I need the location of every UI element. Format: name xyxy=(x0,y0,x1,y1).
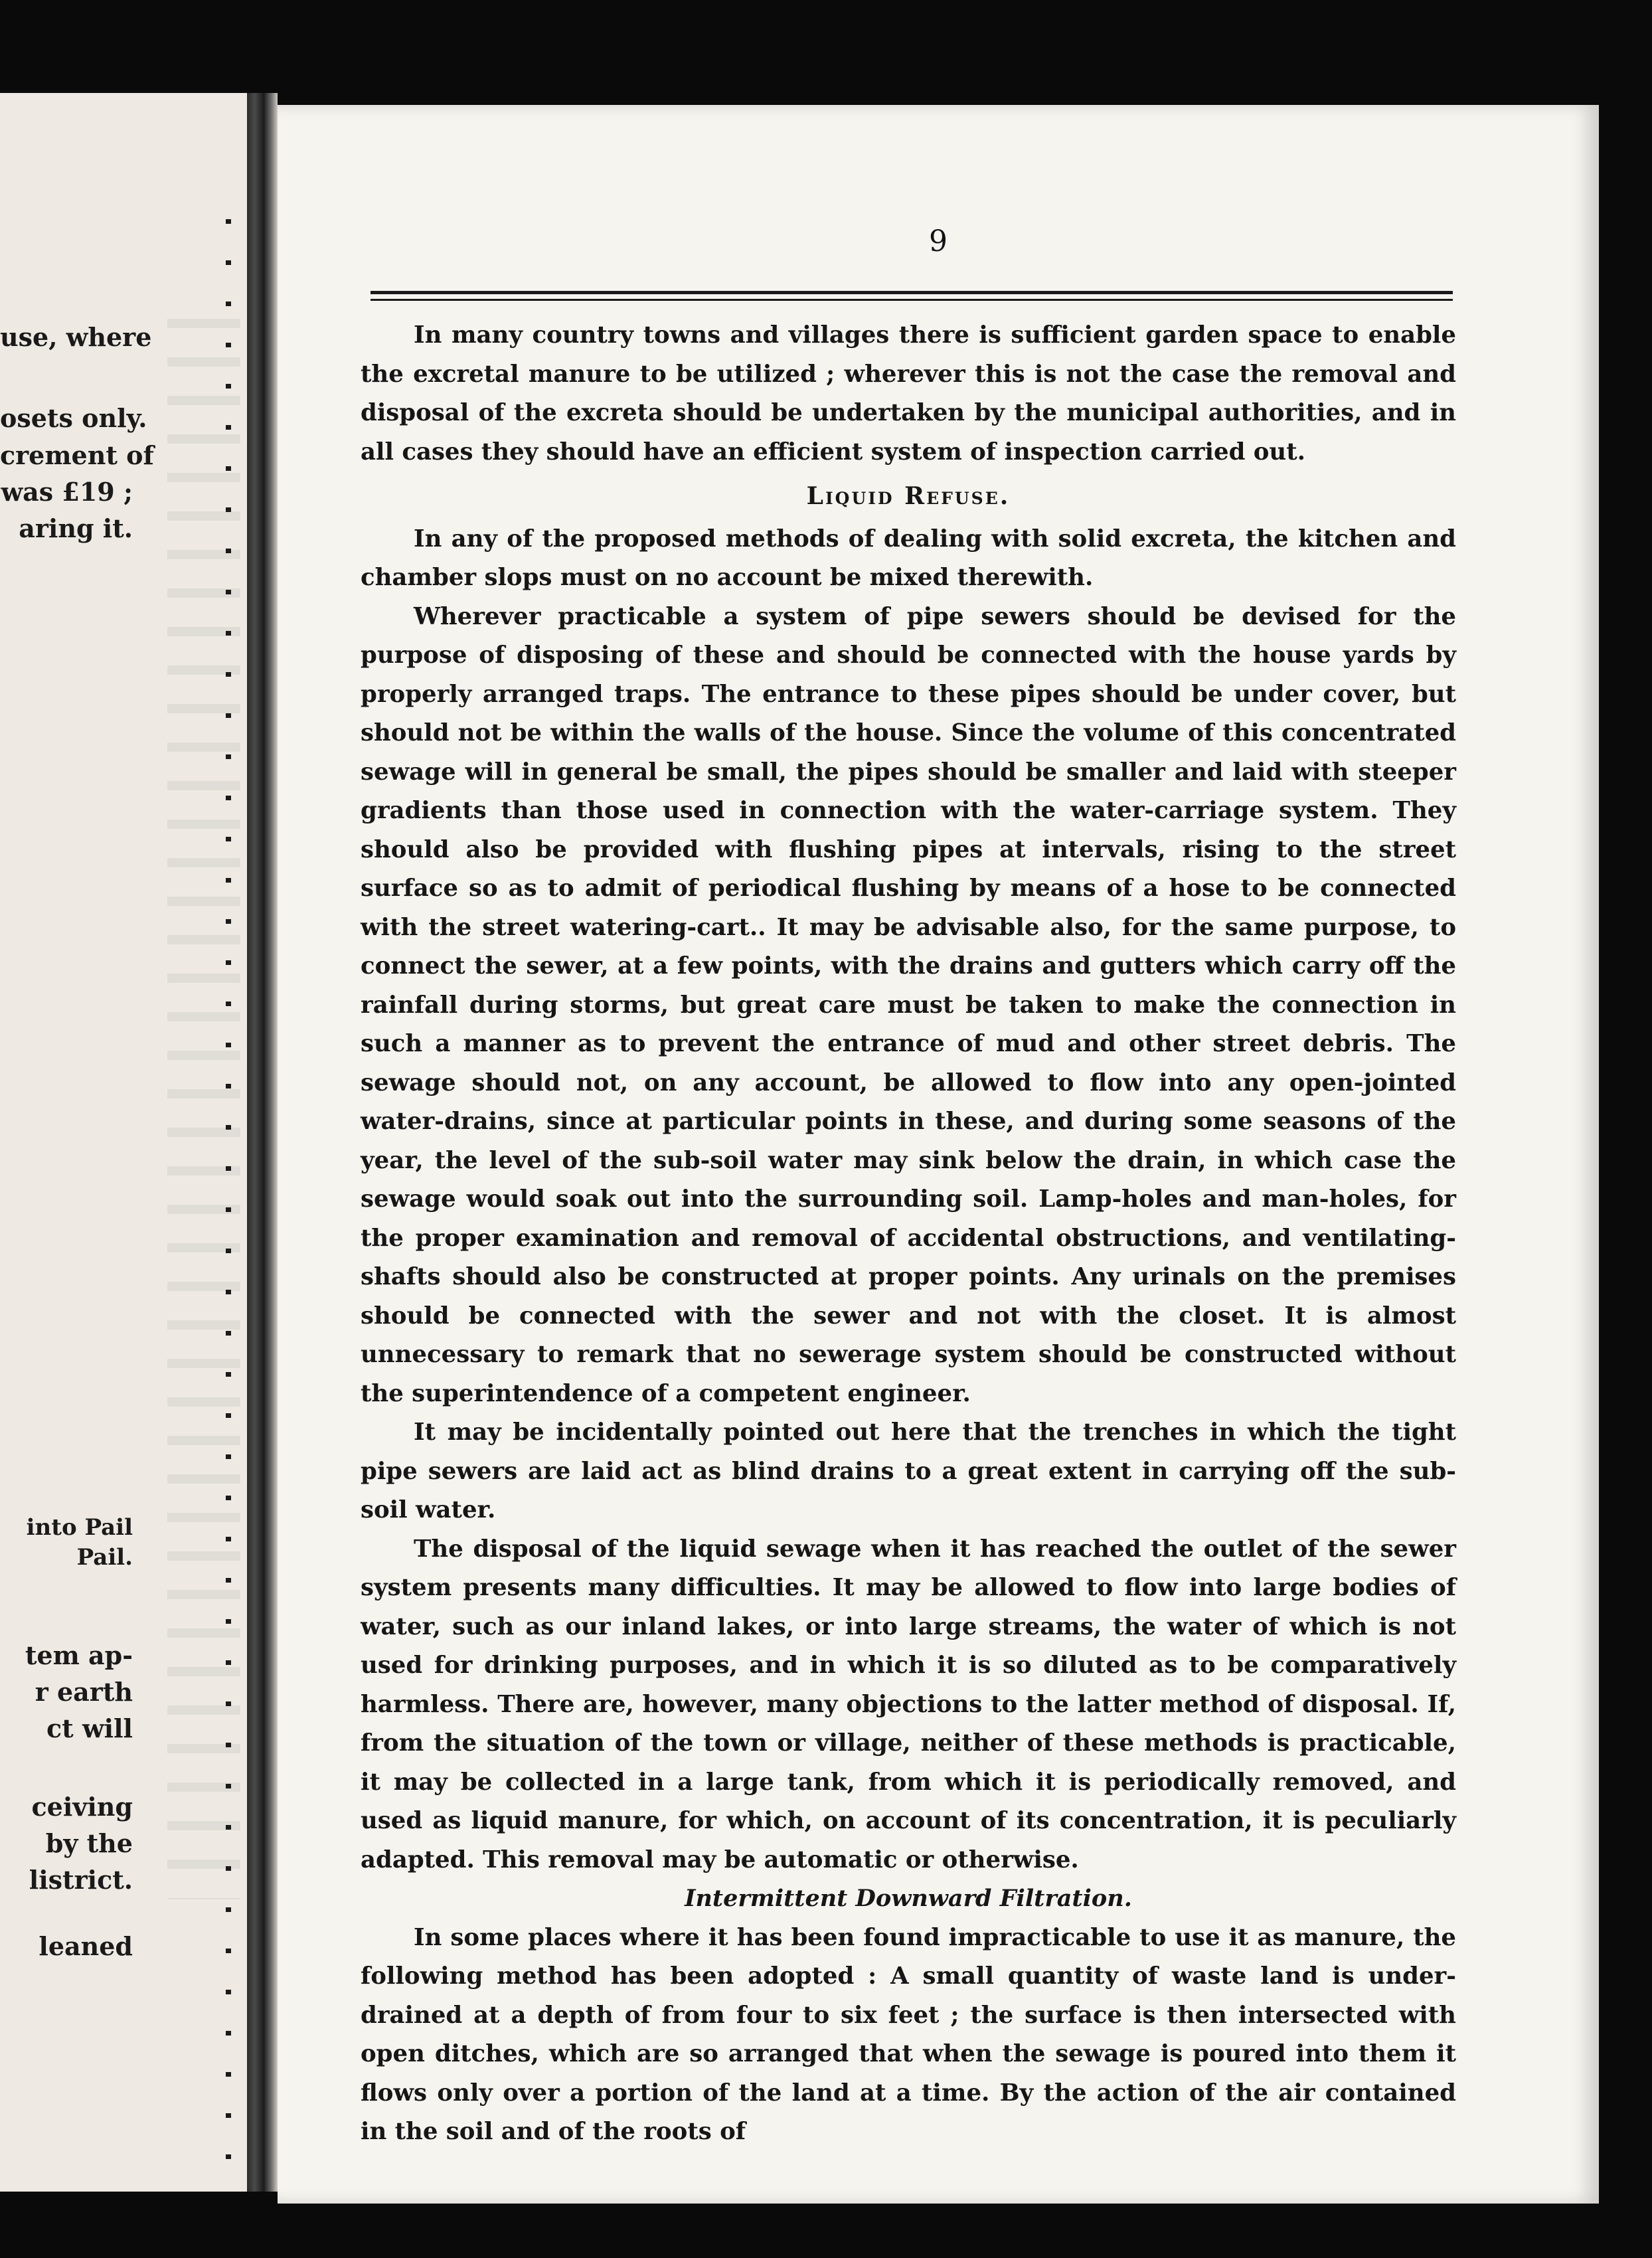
left-page-fragment: aring it. xyxy=(19,513,133,543)
left-page-fragment: by the xyxy=(45,1828,133,1858)
body-paragraph: In some places where it has been found impracticable to use it as manure, the following method has been adopted : A small quantity of waste land is under-drained at a depth of from four to six feet ; the surface is then intersected with open ditches, which are so arranged that when the sewage is poured into them it flows only over a portion of the land at a time. By the action of the air contained in the soil and of the roots of xyxy=(361,1923,1456,2145)
left-page-fragment: listrict. xyxy=(29,1865,133,1895)
page-body xyxy=(361,316,1456,2152)
body-paragraph: The disposal of the liquid sewage when it has reached the outlet of the sewer system presents many difficulties. It may be allowed to flow into large bodies of water, such as our inland lakes, or into large streams, the water of which is not used for drinking purposes, and in which it is so diluted as to be comparatively harmless. There are, however, many objections to the latter method of disposal. If, from the situation of the town or village, neither of these methods is practicable, it may be collected in a large tank, from which it is periodically removed, and used as liquid manure, for which, on account of its concentration, it is peculiarly adapted. This removal may be automatic or otherwise. xyxy=(361,1535,1456,1873)
section-heading-filtration: Intermittent Downward Filtration. xyxy=(685,1885,1132,1912)
left-page-fragment: ct will xyxy=(46,1713,133,1743)
left-page-fragment: use, where xyxy=(0,322,152,352)
intro-paragraph: In many country towns and villages there is sufficient garden space to enable the excretal manure to be utilized ; wherever this is not the case the removal and disposal of the excreta should be undertaken by the municipal authorities, and in all cases they should have an efficient system of inspection carried out. xyxy=(361,321,1456,466)
left-page-fragment: ceiving xyxy=(31,1792,133,1822)
body-paragraph: It may be incidentally pointed out here that the trenches in which the tight pipe sewers are laid act as blind drains to a great extent in carrying off the sub-soil water. xyxy=(361,1419,1456,1523)
left-page-fragment: osets only. xyxy=(0,403,147,433)
page-number: 9 xyxy=(929,224,948,258)
body-paragraph: Wherever practicable a system of pipe sewers should be devised for the purpose of disposing of these and should be connected with the house yards by properly arranged traps. The entrance to these pipes should be under cover, but should not be within the walls of the house. Since the volume of this concentrated sewage will in general be small, the pipes should be smaller and laid with steeper gradients than those used in connection with the water-carriage system. They should also be provided with flushing pipes at intervals, rising to the street surface so as to admit of periodical flushing by means of a hose to be connected with the street watering-cart.. It may be advisable also, for the same purpose, to connect the sewer, at a few points, with the drains and gutters which carry off the rainfall during storms, but great care must be taken to make the connection in such a manner as to prevent the entrance of mud and other street debris. The sewage should not, on any account, be allowed to flow into any open-jointed water-drains, since at particular points in these, and during some seasons of the year, the level of the sub-soil water may sink below the drain, in which case the sewage would soak out into the surrounding soil. Lamp-holes and man-holes, for the proper examination and removal of accidental obstructions, and ventilating-shafts should also be constructed at proper points. Any urinals on the premises should be connected with the sewer and not with the closet. It is almost unnecessary to remark that no sewerage system should be constructed without the superintendence of a competent engineer. xyxy=(361,602,1456,1407)
header-rule xyxy=(371,291,1453,294)
left-page-fragment: r earth xyxy=(35,1677,133,1707)
section-heading-liquid-refuse: Liquid Refuse. xyxy=(806,482,1011,510)
body-paragraph: In any of the proposed methods of dealing with solid excreta, the kitchen and chamber slops must on no account be mixed therewith. xyxy=(361,525,1456,591)
left-page-fragment: into Pail xyxy=(26,1514,133,1541)
book-gutter xyxy=(247,93,278,2192)
left-facing-page xyxy=(0,93,247,2192)
left-page-fragment: was £19 ; xyxy=(1,477,133,507)
header-rule xyxy=(371,299,1453,301)
binding-stitches-left xyxy=(226,219,231,2185)
left-page-fragment: Pail. xyxy=(76,1544,133,1571)
left-page-fragment: tem ap- xyxy=(25,1640,133,1670)
left-page-fragment: crement of xyxy=(0,440,154,470)
page-9 xyxy=(278,105,1599,2204)
left-page-fragment: leaned xyxy=(39,1931,133,1961)
